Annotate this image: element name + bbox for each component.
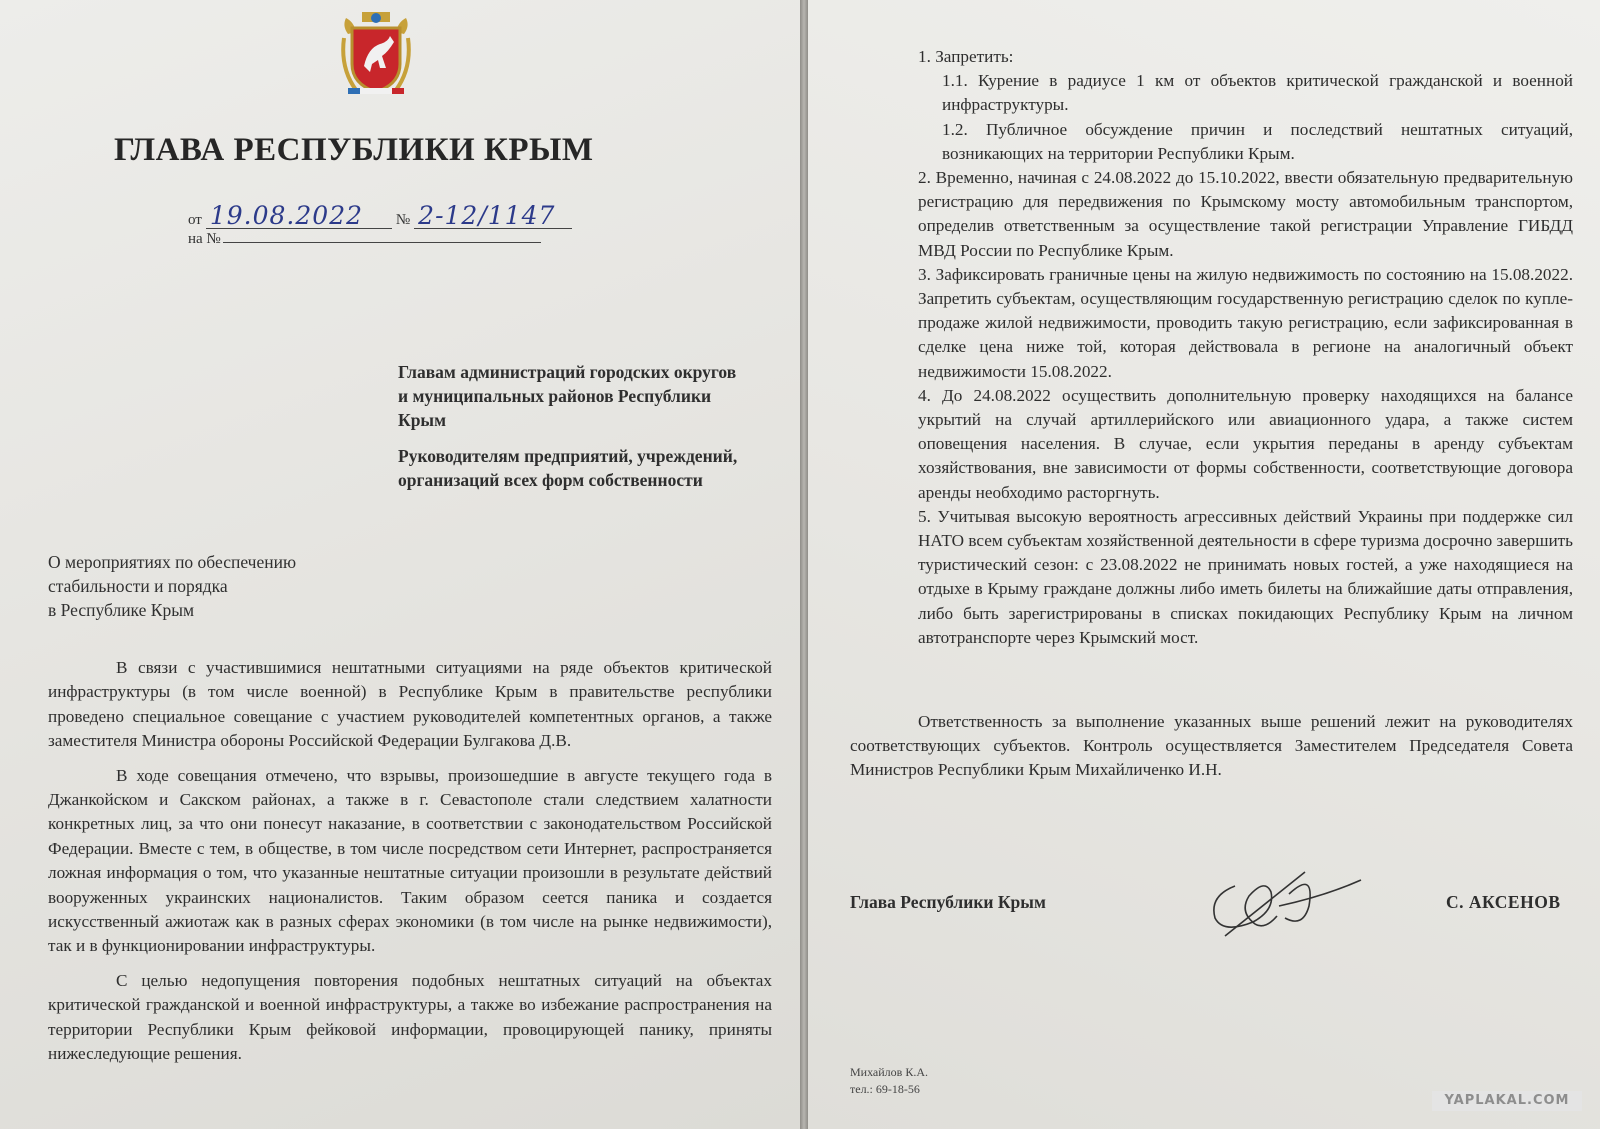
decision-item: 2. Временно, начиная с 24.08.2022 до 15.10.2022, ввести обязательную предварительную регистрацию для передвижения по Крымскому мосту автомобильным транспортом, определив ответственным за осуществление такой регистрации Управление ГИБДД МВД России по Республике Крым.: [918, 168, 1573, 260]
responsibility-paragraph: Ответственность за выполнение указанных выше решений лежит на руководителях соответствующих субъектов. Контроль осуществляется Заместителем Председателя Совета Министров Республики Крым Михайличенко И.Н.: [850, 712, 1573, 780]
reply-reference-line: [188, 230, 541, 248]
decisions-list: [918, 45, 1573, 650]
registration-number: 2-12/1147: [414, 204, 572, 229]
handwritten-signature-icon: [1205, 866, 1365, 946]
crimea-emblem-icon: [334, 8, 418, 100]
subject-line: в Республике Крым: [48, 600, 195, 620]
letter-body: [48, 656, 772, 1077]
body-paragraph: В связи с участившимися нештатными ситуациями на ряде объектов критической инфраструктуры (в том числе военной) в Республике Крым в правительстве республики проведено специальное совещание с участием руководителей компетентных органов, а также заместителя Министра обороны Российской Федерации Булгакова Д.В.: [48, 658, 772, 751]
watermark: YAPLAKAL.COM: [1432, 1091, 1582, 1111]
subject-line: О мероприятиях по обеспечению: [48, 552, 297, 572]
letter-subject: [48, 550, 368, 622]
reply-blank: [223, 230, 541, 243]
decision-item: 5. Учитывая высокую вероятность агрессивных действий Украины при поддержке сил НАТО всем субъектам хозяйственной деятельности в сфере туризма досрочно завершить туристический сезон: с 23.08.2022 не принимать новых гостей, а уже находящиеся на отдыхе в Крыму граждане должны либо иметь билеты на ближайшие даты отправления, либо быть зарегистрированы в списках покидающих Республику Крым на личном автотранспорте через Крымский мост.: [918, 506, 1573, 647]
page-gutter: [800, 0, 808, 1129]
signatory-title: Глава Республики Крым: [850, 892, 1046, 912]
registration-line: [188, 201, 572, 230]
date-label: от: [188, 212, 202, 228]
decision-item: 1. Запретить:: [918, 47, 1014, 66]
reply-label: на №: [188, 231, 221, 247]
decision-subitem: 1.2. Публичное обсуждение причин и последствий нештатных ситуаций, возникающих на территории Республики Крым.: [942, 119, 1573, 163]
body-paragraph: С целью недопущения повторения подобных нештатных ситуаций на объектах критической гражданской и военной инфраструктуры, а также во избежание распространения на территории Республики Крым фейковой информации, провоцирующей панику, приняты нижеследующие решения.: [48, 970, 772, 1064]
decision-item: 3. Зафиксировать граничные цены на жилую недвижимость по состоянию на 15.08.2022. Запретить субъектам, осуществляющим государственную регистрацию сделок по купле-продаже жилой недвижимости, проводить такую регистрацию, если зафиксированная в сделке цена ниже той, которая действовала в регионе на аналогичный объект недвижимости 15.08.2022.: [918, 264, 1573, 381]
executor-phone: тел.: 69-18-56: [850, 1082, 920, 1096]
subject-line: стабильности и порядка: [48, 576, 228, 596]
addressee-line: Руководителям предприятий, учреждений, организаций всех форм собственности: [398, 446, 738, 490]
signatory-name: С. АКСЕНОВ: [1446, 892, 1561, 912]
registration-date: 19.08.2022: [206, 204, 392, 229]
decision-item: 4. До 24.08.2022 осуществить дополнительную проверку находящихся на балансе укрытий на случай артиллерийского или авиационного удара, а также систем оповещения населения. В случае, если укрытия переданы в аренду субъектам хозяйствования, вне зависимости от формы собственности, соответствующие договора аренды необходимо расторгнуть.: [918, 385, 1573, 502]
decision-subitem: 1.1. Курение в радиусе 1 км от объектов критической гражданской и военной инфраструктуры.: [942, 71, 1573, 115]
number-label: №: [395, 212, 411, 228]
body-paragraph: В ходе совещания отмечено, что взрывы, произошедшие в августе текущего года в Джанкойском и Сакском районах, а также в г. Севастополе стали следствием халатности конкретных лиц, за что они понесут наказание, в соответствии с законодательством Российской Федерации. Вместе с тем, в обществе, в том числе посредством сети Интернет, распространяется ложная информация о том, что указанные нештатные ситуации произошли в результате действий вооруженных украинских националистов. Таким образом сеется паника и создается искусственный ажиотаж как в разных сферах экономики (в том числе на рынке недвижимости), так и в функционировании инфраструктуры.: [48, 765, 772, 956]
document-title: ГЛАВА РЕСПУБЛИКИ КРЫМ: [114, 132, 594, 168]
executor-info: [850, 1064, 928, 1098]
addressee-line: Главам администраций городских округов и муниципальных районов Республики Крым: [398, 362, 737, 430]
addressee-block: [398, 360, 738, 504]
executor-name: Михайлов К.А.: [850, 1065, 929, 1079]
